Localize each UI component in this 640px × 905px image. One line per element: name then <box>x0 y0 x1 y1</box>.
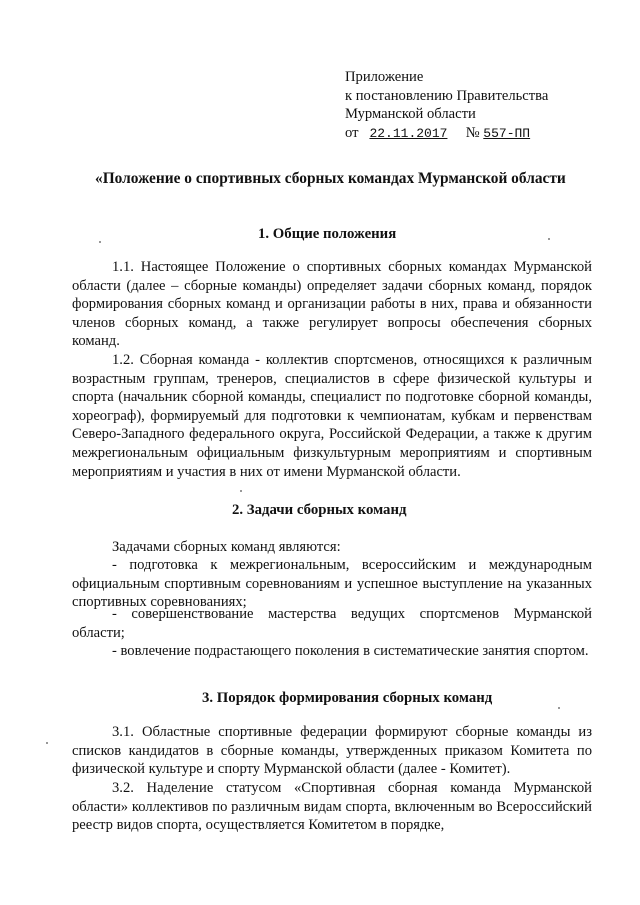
section-3-heading: 3. Порядок формирования сборных команд <box>202 690 493 706</box>
date-value: 22.11.2017 <box>369 125 448 141</box>
number-value: 557-ПП <box>483 125 531 141</box>
section-2-item-1: - подготовка к межрегиональным, всероссийским и международным официальным спортивным соревнованиям и успешное выступление на указанных спортивных соревнованиях; <box>72 557 592 611</box>
scan-speck <box>99 241 101 243</box>
section-1-heading: 1. Общие положения <box>258 226 397 242</box>
section-3-paragraph-1: 3.1. Областные спортивные федерации формируют сборные команды из списков кандидатов в сборные команды, утвержденных приказом Комитета по физической культуре и спорту Мурманской области (далее - Комитет). <box>72 724 592 778</box>
section-1-paragraph-1: 1.1. Настоящее Положение о спортивных сборных командах Мурманской области (далее – сборные команды) определяет задачи сборных команд, порядок формирования сборных команд и организации работы в них, права и обязанности членов сборных команд, а также регулирует вопросы обеспечения сборных команд. <box>72 259 592 350</box>
date-prefix: от <box>345 124 359 141</box>
section-2-heading: 2. Задачи сборных команд <box>232 502 407 518</box>
scan-speck <box>558 707 560 709</box>
appendix-line-1: Приложение <box>345 69 424 85</box>
scan-speck <box>240 490 242 492</box>
section-2-intro: Задачами сборных команд являются: <box>112 539 341 555</box>
appendix-block <box>345 68 548 143</box>
section-2-item-2: - совершенствование мастерства ведущих спортсменов Мурманской области; <box>72 606 592 641</box>
number-prefix: № <box>465 124 480 141</box>
section-1-paragraph-2: 1.2. Сборная команда - коллектив спортсменов, относящихся к различным возрастным группам, тренеров, специалистов в сфере физической культуры и спорта (начальник сборной команды, специалист по подготовке сборной команды, хореограф), формируемый для подготовки к чемпионатам, кубкам и первенствам Северо-Западного федерального округа, Российской Федерации, а также к другим межрегиональным официальным физкультурным мероприятиям и спортивным мероприятиям и участия в них от имени Мурманской области. <box>72 352 592 480</box>
section-2-item-3: - вовлечение подрастающего поколения в систематические занятия спортом. <box>112 643 589 659</box>
section-3-paragraph-2: 3.2. Наделение статусом «Спортивная сборная команда Мурманской области» коллективов по различным видам спорта, включенным во Всероссийский реестр видов спорта, осуществляется Комитетом в порядке, <box>72 780 592 834</box>
appendix-line-3: Мурманской области <box>345 106 476 123</box>
scan-speck <box>46 742 48 744</box>
scan-speck <box>548 238 550 240</box>
document-title: «Положение о спортивных сборных командах Мурманской области <box>95 170 566 187</box>
appendix-line-2: к постановлению Правительства <box>345 87 549 104</box>
appendix-date-line <box>345 124 548 144</box>
